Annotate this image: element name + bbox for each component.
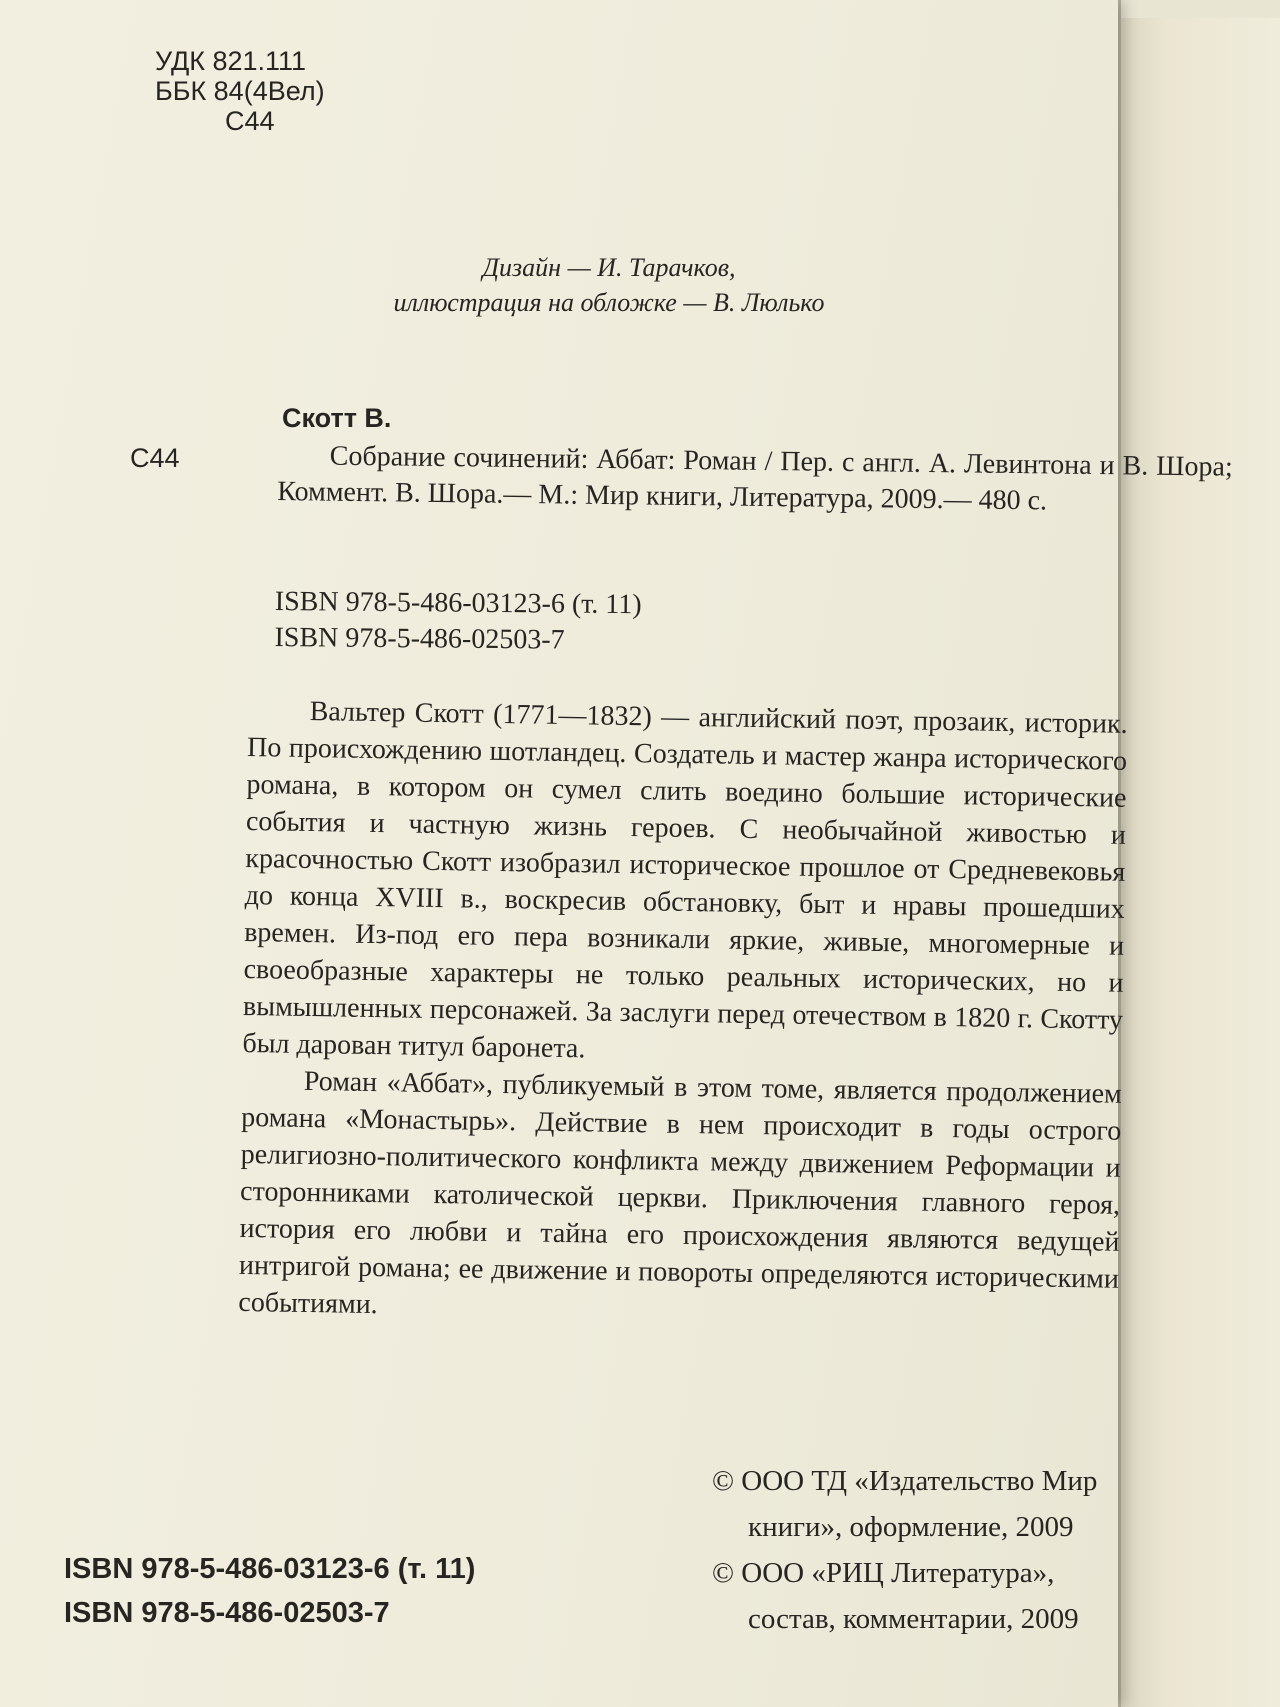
design-credit-line: Дизайн — И. Тарачков,	[482, 253, 736, 282]
author-mark: С44	[225, 106, 275, 136]
entry-author: Скотт В.	[282, 403, 392, 433]
copyright-block	[712, 1458, 1097, 1642]
isbn-volume-bottom: ISBN 978-5-486-03123-6 (т. 11)	[64, 1553, 476, 1585]
isbn-block-top	[274, 584, 641, 659]
copyright-ric: © ООО «РИЦ Литература»,	[712, 1557, 1055, 1589]
bibliographic-description: Собрание сочинений: Аббат: Роман / Пер. с англ. А. Левинтона и В. Шора; Коммент. В. Шора.— М.: Мир книги, Литература, 2009.— 480 с.	[277, 440, 1233, 517]
annotation-paragraph-novel: Роман «Аббат», публикуемый в этом томе, является продолжением романа «Монастырь». Действие в нем происходит в годы острого религиозно-политического конфликта между движением Реформации и сторонниками католической церкви. Приключения главного героя, история его любви и тайна его происхождения являются ведущей интригой романа; ее движение и повороты определяются историческими событиями.	[238, 1065, 1123, 1321]
isbn-set: ISBN 978-5-486-02503-7	[274, 621, 565, 656]
isbn-volume: ISBN 978-5-486-03123-6 (т. 11)	[274, 585, 642, 621]
annotation-paragraph-author: Вальтер Скотт (1771—1832) — английский поэт, прозаик, историк. По происхождению шотландец. Создатель и мастер жанра исторического романа, в котором он сумел слить воедино большие исторические события и частную жизнь героев. С необычайной живостью и красочностью Скотт изобразил историческое прошлое от Средневековья до конца XVIII в., воскресив обстановку, быт и нравы прошедших времен. Из-под его пера возникали яркие, живые, многомерные и своеобразные характеры не только реальных исторических, но и вымышленных персонажей. За заслуги перед отечеством в 1820 г. Скотту был дарован титул баронета.	[242, 695, 1128, 1065]
entry-index: С44	[130, 443, 180, 473]
udk-code: УДК 821.111	[155, 46, 307, 76]
classification-codes	[155, 46, 325, 136]
isbn-set-bottom: ISBN 978-5-486-02503-7	[64, 1597, 390, 1629]
annotation	[238, 692, 1128, 1335]
design-credits	[0, 250, 1118, 320]
illustration-credit-line: иллюстрация на обложке — В. Люлько	[393, 288, 825, 317]
copyright-ric-cont: состав, комментарии, 2009	[748, 1603, 1079, 1635]
isbn-block-bottom	[64, 1547, 475, 1635]
bbk-code: ББК 84(4Вел)	[155, 76, 325, 106]
copyright-publisher: © ООО ТД «Издательство Мир	[712, 1465, 1098, 1497]
copyright-publisher-cont: книги», оформление, 2009	[748, 1511, 1074, 1543]
next-page-edge	[1118, 18, 1280, 1707]
